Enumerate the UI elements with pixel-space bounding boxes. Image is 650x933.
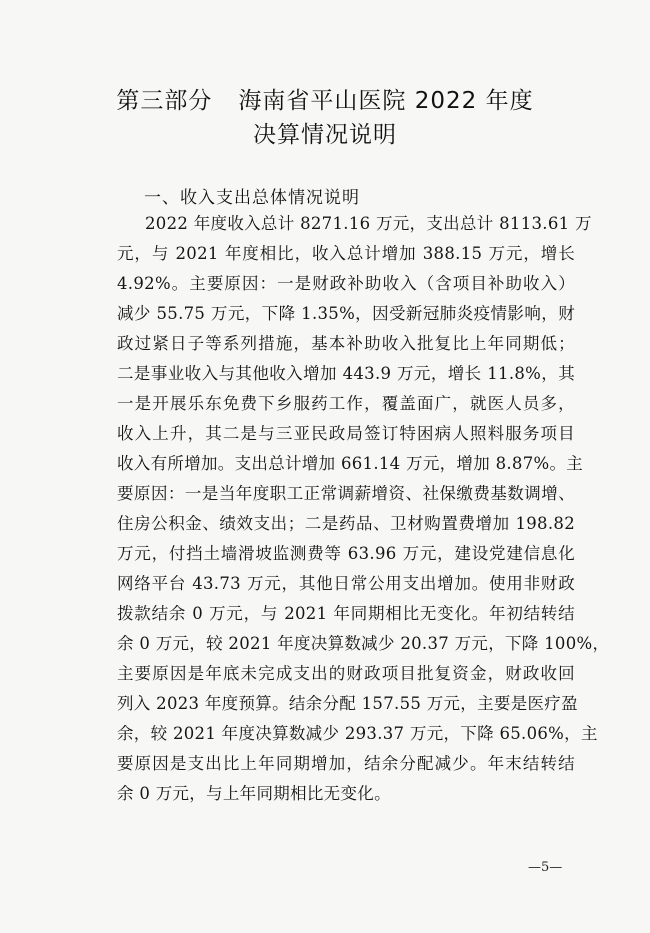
paragraph-line: 余，较 2021 年度决算数减少 293.37 万元，下降 65.06%，主 <box>117 724 598 743</box>
paragraph-line: 要原因：一是当年度职工正常调薪增资、社保缴费基数调增、 <box>117 484 575 503</box>
paragraph-line: 列入 2023 年度预算。结余分配 157.55 万元，主要是医疗盈 <box>117 694 578 713</box>
paragraph-line: 主要原因是年底未完成支出的财政项目批复资金，财政收回 <box>117 664 575 683</box>
paragraph-line: 减少 55.75 万元，下降 1.35%，因受新冠肺炎疫情影响，财 <box>117 304 575 323</box>
paragraph-line: 4.92%。主要原因：一是财政补助收入（含项目补助收入） <box>117 274 575 293</box>
paragraph-line: 一是开展乐东免费下乡服药工作，覆盖面广，就医人员多， <box>117 394 575 413</box>
paragraph-line: 2022 年度收入总计 8271.16 万元，支出总计 8113.61 万 <box>145 214 592 233</box>
paragraph-line: 要原因是支出比上年同期增加，结余分配减少。年末结转结 <box>117 754 575 773</box>
title-part-label: 第三部分 <box>116 88 213 114</box>
paragraph-line: 收入上升，其二是与三亚民政局签订特困病人照料服务项目 <box>117 424 575 443</box>
paragraph-line: 收入有所增加。支出总计增加 661.14 万元，增加 8.87%。主 <box>117 454 584 473</box>
page-number: —5— <box>528 860 563 875</box>
paragraph-line: 网络平台 43.73 万元，其他日常公用支出增加。使用非财政 <box>117 574 575 593</box>
title-hospital-year: 海南省平山医院 2022 年度 <box>238 88 534 114</box>
paragraph-line: 余 0 万元，与上年同期相比无变化。 <box>117 784 391 803</box>
paragraph-line: 拨款结余 0 万元，与 2021 年同期相比无变化。年初结转结 <box>117 604 575 623</box>
paragraph-line: 住房公积金、绩效支出；二是药品、卫材购置费增加 198.82 <box>117 514 575 533</box>
paragraph-line: 元，与 2021 年度相比，收入总计增加 388.15 万元，增长 <box>117 244 575 263</box>
paragraph-line: 政过紧日子等系列措施，基本补助收入批复比上年同期低； <box>117 334 575 353</box>
paragraph-line: 二是事业收入与其他收入增加 443.9 万元，增长 11.8%，其 <box>117 364 575 383</box>
section-heading: 一、收入支出总体情况说明 <box>144 188 360 208</box>
paragraph-line: 余 0 万元，较 2021 年度决算数减少 20.37 万元，下降 100%， <box>117 634 610 653</box>
paragraph-line: 万元，付挡土墙滑坡监测费等 63.96 万元，建设党建信息化 <box>117 544 575 563</box>
document-subtitle: 决算情况说明 <box>253 122 397 148</box>
